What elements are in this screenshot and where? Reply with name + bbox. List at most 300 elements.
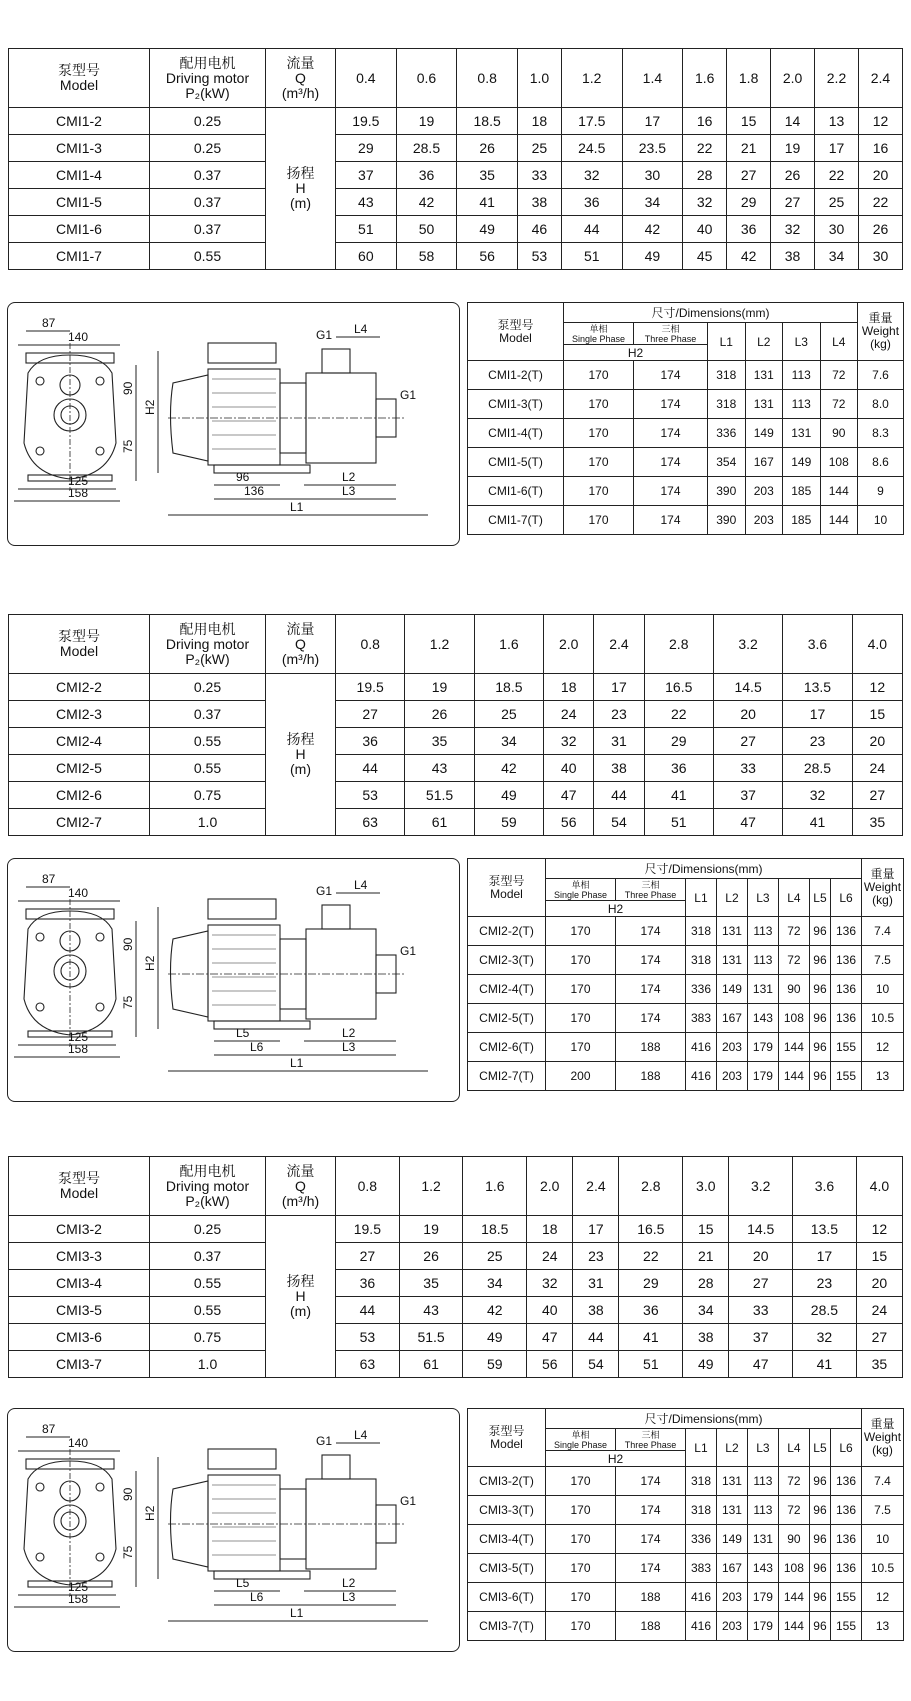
head-value: 46 <box>517 216 561 243</box>
dim-value-cell: 113 <box>747 1467 778 1496</box>
single-phase-cell: 170 <box>564 361 634 390</box>
head-value: 28.5 <box>793 1297 857 1324</box>
single-phase-cn: 单相 <box>589 323 608 334</box>
three-phase-cell: 174 <box>616 917 686 946</box>
head-value: 51.5 <box>399 1324 463 1351</box>
dim-value-cell: 113 <box>747 946 778 975</box>
flow-value: 3.6 <box>793 1157 857 1216</box>
head-value: 17 <box>783 701 852 728</box>
dim-model-header <box>468 1409 546 1467</box>
head-value: 17 <box>573 1216 619 1243</box>
l3-label: L3 <box>342 484 356 498</box>
head-value: 26 <box>771 162 815 189</box>
flow-value: 3.6 <box>783 615 852 674</box>
head-value: 24.5 <box>561 135 622 162</box>
single-phase-cell: 170 <box>546 1554 616 1583</box>
model-cell: CMI3-2 <box>9 1216 150 1243</box>
three-phase-en: Three Phase <box>624 889 677 900</box>
model-cell: CMI1-3 <box>9 135 150 162</box>
three-phase-cell: 174 <box>634 361 708 390</box>
head-value: 14.5 <box>729 1216 793 1243</box>
dim-value-cell: 203 <box>745 506 783 535</box>
dim-75-label: 75 <box>121 439 135 453</box>
head-value: 20 <box>858 162 902 189</box>
single-phase-cn: 单相 <box>571 1429 590 1440</box>
dim-header-row-1 <box>468 1409 904 1429</box>
head-value: 53 <box>517 243 561 270</box>
dim-value-cell: 136 <box>831 1004 862 1033</box>
dim-value-cell: 131 <box>783 419 821 448</box>
dim-value-cell: 108 <box>778 1004 809 1033</box>
head-value: 36 <box>727 216 771 243</box>
flow-value: 4.0 <box>856 1157 902 1216</box>
dim-col-header: L4 <box>820 323 858 361</box>
head-label-unit: (m) <box>290 195 311 211</box>
l3-label: L3 <box>342 1040 356 1054</box>
dim-value-cell: 136 <box>831 917 862 946</box>
flow-value: 1.4 <box>622 49 683 108</box>
dim-value-cell: 155 <box>831 1062 862 1091</box>
head-value: 59 <box>463 1351 527 1378</box>
flow-value: 2.0 <box>544 615 594 674</box>
dim-value-cell: 108 <box>778 1554 809 1583</box>
model-cell: CMI2-7 <box>9 809 150 836</box>
weight-cell: 12 <box>862 1583 904 1612</box>
dim-value-cell: 96 <box>809 1612 830 1641</box>
dim-value-cell: 72 <box>778 917 809 946</box>
motor-header-cn: 配用电机 <box>179 620 236 637</box>
dim-value-cell: 354 <box>708 448 746 477</box>
head-value: 20 <box>713 701 782 728</box>
head-value: 32 <box>683 189 727 216</box>
weight-cell: 13 <box>862 1062 904 1091</box>
single-phase-en: Single Phase <box>553 889 608 900</box>
model-cell: CMI1-6 <box>9 216 150 243</box>
table-row <box>9 1351 903 1378</box>
dim-model-cell: CMI2-6(T) <box>468 1033 546 1062</box>
head-value: 32 <box>527 1270 573 1297</box>
head-value: 18 <box>517 108 561 135</box>
weight-en: Weight <box>863 1430 902 1444</box>
dim-value-cell: 113 <box>747 917 778 946</box>
model-cell: CMI1-5 <box>9 189 150 216</box>
head-value: 41 <box>783 809 852 836</box>
dim-value-cell: 167 <box>745 448 783 477</box>
head-value: 34 <box>815 243 859 270</box>
model-header <box>9 1157 150 1216</box>
head-value: 49 <box>622 243 683 270</box>
g1-side-label: G1 <box>400 388 417 402</box>
dim-model-cell: CMI1-5(T) <box>468 448 564 477</box>
head-value: 42 <box>474 755 543 782</box>
model-header-cn: 泵型号 <box>58 1170 100 1186</box>
dim-model-cell: CMI1-2(T) <box>468 361 564 390</box>
power-cell: 0.55 <box>150 243 266 270</box>
head-value: 15 <box>856 1243 902 1270</box>
three-phase-cell: 174 <box>634 477 708 506</box>
dim-value-cell: 390 <box>708 477 746 506</box>
table-row <box>9 1243 903 1270</box>
dim-model-cell: CMI1-4(T) <box>468 419 564 448</box>
power-cell: 0.55 <box>150 728 266 755</box>
weight-cell: 7.4 <box>862 917 904 946</box>
head-value: 56 <box>457 243 518 270</box>
head-value: 27 <box>771 189 815 216</box>
power-cell: 0.55 <box>150 1270 266 1297</box>
motor-header-cn: 配用电机 <box>179 1162 236 1179</box>
flow-header-unit: (m³/h) <box>281 650 320 667</box>
dim-value-cell: 416 <box>686 1062 717 1091</box>
flow-value: 3.2 <box>729 1157 793 1216</box>
dim-140-label: 140 <box>68 1436 89 1450</box>
weight-cell: 7.5 <box>862 946 904 975</box>
head-value: 27 <box>729 1270 793 1297</box>
cmi3-dimension-table <box>467 1408 904 1641</box>
dim-model-cell: CMI1-6(T) <box>468 477 564 506</box>
dim-value-cell: 113 <box>783 361 821 390</box>
dim-col-header: L3 <box>783 323 821 361</box>
head-value: 47 <box>527 1324 573 1351</box>
head-value: 44 <box>336 1297 400 1324</box>
head-value: 20 <box>856 1270 902 1297</box>
dim-value-cell: 72 <box>820 361 858 390</box>
head-value: 31 <box>573 1270 619 1297</box>
flow-header-q: Q <box>295 69 306 86</box>
three-phase-cn: 三相 <box>661 323 680 334</box>
head-value: 41 <box>619 1324 683 1351</box>
three-phase-en: Three Phase <box>644 333 697 344</box>
dim-value-cell: 185 <box>783 506 821 535</box>
power-cell: 0.75 <box>150 1324 266 1351</box>
l3-label: L3 <box>342 1590 356 1604</box>
bolt <box>36 1483 44 1491</box>
weight-cell: 10.5 <box>862 1554 904 1583</box>
dim-value-cell: 167 <box>716 1004 747 1033</box>
weight-cell: 10 <box>858 506 904 535</box>
weight-cell: 7.6 <box>858 361 904 390</box>
bolt <box>96 1483 104 1491</box>
dim-col-header: L1 <box>686 1429 717 1467</box>
table-row <box>468 1467 904 1496</box>
dim-value-cell: 143 <box>747 1004 778 1033</box>
head-value: 17 <box>793 1243 857 1270</box>
head-value: 18 <box>527 1216 573 1243</box>
dim-value-cell: 149 <box>716 1525 747 1554</box>
l5-label: L5 <box>236 1576 250 1590</box>
dim-value-cell: 113 <box>783 390 821 419</box>
head-value: 21 <box>727 135 771 162</box>
flow-value: 0.8 <box>336 615 405 674</box>
g1-top-label: G1 <box>316 884 333 898</box>
dim-value-cell: 185 <box>783 477 821 506</box>
dim-col-header: L2 <box>716 879 747 917</box>
model-cell: CMI2-4 <box>9 728 150 755</box>
three-phase-cell: 174 <box>616 1496 686 1525</box>
power-cell: 0.25 <box>150 1216 266 1243</box>
dim-model-cell: CMI3-6(T) <box>468 1583 546 1612</box>
flow-value: 1.6 <box>474 615 543 674</box>
motor-header-cn: 配用电机 <box>179 54 236 71</box>
base <box>214 1571 310 1579</box>
head-value: 27 <box>336 1243 400 1270</box>
head-label-h: H <box>295 180 306 196</box>
three-phase-header <box>616 1429 686 1451</box>
head-value: 56 <box>527 1351 573 1378</box>
motor-header <box>150 1157 266 1216</box>
head-value: 36 <box>644 755 713 782</box>
dim-value-cell: 149 <box>783 448 821 477</box>
flow-header-unit: (m³/h) <box>281 1192 320 1209</box>
head-value: 37 <box>713 782 782 809</box>
power-cell: 0.37 <box>150 1243 266 1270</box>
flow-header-cn: 流量 <box>286 54 315 71</box>
flow-value: 2.4 <box>573 1157 619 1216</box>
head-value: 54 <box>573 1351 619 1378</box>
weight-cell: 8.0 <box>858 390 904 419</box>
dim-value-cell: 336 <box>708 419 746 448</box>
flow-header <box>266 1157 336 1216</box>
dim-value-cell: 96 <box>809 1554 830 1583</box>
head-value: 34 <box>474 728 543 755</box>
head-value: 28.5 <box>396 135 457 162</box>
flow-value: 0.6 <box>396 49 457 108</box>
dim-87-label: 87 <box>42 1422 56 1436</box>
flow-header-unit: (m³/h) <box>281 84 320 101</box>
head-value: 14.5 <box>713 674 782 701</box>
dim-87-label: 87 <box>42 316 56 330</box>
dim-value-cell: 318 <box>686 1467 717 1496</box>
dim-87-label: 87 <box>42 872 56 886</box>
dim-value-cell: 72 <box>820 390 858 419</box>
head-value: 49 <box>683 1351 729 1378</box>
dim-value-cell: 72 <box>778 946 809 975</box>
flow-header-cn: 流量 <box>286 620 315 637</box>
head-value: 17 <box>622 108 683 135</box>
model-header-en: Model <box>59 77 99 93</box>
dim-col-header: L4 <box>778 879 809 917</box>
motor-header-unit: P₂(kW) <box>185 650 230 667</box>
head-value: 49 <box>474 782 543 809</box>
table-row <box>9 1297 903 1324</box>
head-value: 24 <box>852 755 902 782</box>
dim-value-cell: 155 <box>831 1612 862 1641</box>
model-header-cn: 泵型号 <box>58 628 100 644</box>
head-value: 23 <box>573 1243 619 1270</box>
head-value: 44 <box>336 755 405 782</box>
dim-model-cell: CMI2-7(T) <box>468 1062 546 1091</box>
head-label-cn: 扬程 <box>286 1273 315 1289</box>
head-value: 21 <box>683 1243 729 1270</box>
flow-value: 2.2 <box>815 49 859 108</box>
dim-model-cell: CMI3-4(T) <box>468 1525 546 1554</box>
head-value: 32 <box>561 162 622 189</box>
head-label-unit: (m) <box>290 761 311 777</box>
table-row <box>9 1324 903 1351</box>
dim-value-cell: 96 <box>809 1062 830 1091</box>
head-value: 15 <box>683 1216 729 1243</box>
head-value: 42 <box>463 1297 527 1324</box>
single-phase-cell: 170 <box>546 1525 616 1554</box>
dim-value-cell: 416 <box>686 1033 717 1062</box>
model-cell: CMI3-4 <box>9 1270 150 1297</box>
dim-value-cell: 108 <box>820 448 858 477</box>
head-value: 36 <box>561 189 622 216</box>
head-value: 40 <box>683 216 727 243</box>
table-row <box>468 1496 904 1525</box>
power-cell: 1.0 <box>150 809 266 836</box>
dim-col-header: L6 <box>831 879 862 917</box>
dim-90-label: 90 <box>121 937 135 951</box>
head-value: 33 <box>713 755 782 782</box>
three-phase-cell: 174 <box>616 1554 686 1583</box>
head-value: 36 <box>336 728 405 755</box>
power-cell: 0.37 <box>150 189 266 216</box>
head-label-cn: 扬程 <box>286 165 315 181</box>
head-value: 20 <box>852 728 902 755</box>
head-value: 19 <box>399 1216 463 1243</box>
dim-value-cell: 144 <box>778 1033 809 1062</box>
l2-label: L2 <box>342 1026 356 1040</box>
dim-model-cell: CMI2-2(T) <box>468 917 546 946</box>
l4-label: L4 <box>354 1428 368 1442</box>
head-value: 19.5 <box>336 674 405 701</box>
three-phase-cell: 174 <box>616 1467 686 1496</box>
head-value: 27 <box>713 728 782 755</box>
dim-value-cell: 90 <box>778 1525 809 1554</box>
power-cell: 0.55 <box>150 755 266 782</box>
dim-value-cell: 136 <box>831 1496 862 1525</box>
head-value: 53 <box>336 1324 400 1351</box>
dim-136-label: 136 <box>244 484 265 498</box>
single-phase-cell: 170 <box>564 477 634 506</box>
three-phase-cell: 174 <box>634 506 708 535</box>
flow-header-q: Q <box>295 635 306 652</box>
head-label-unit: (m) <box>290 1303 311 1319</box>
three-phase-cn: 三相 <box>641 879 660 890</box>
head-value: 56 <box>544 809 594 836</box>
head-value: 30 <box>622 162 683 189</box>
dim-value-cell: 131 <box>716 1496 747 1525</box>
dim-75-label: 75 <box>121 1545 135 1559</box>
single-phase-header <box>546 1429 616 1451</box>
three-phase-cn: 三相 <box>641 1429 660 1440</box>
flow-value: 1.2 <box>561 49 622 108</box>
head-value: 45 <box>683 243 727 270</box>
flow-value: 2.8 <box>644 615 713 674</box>
cmi3-performance-table <box>8 1156 903 1378</box>
head-value: 29 <box>336 135 397 162</box>
flow-value: 2.0 <box>771 49 815 108</box>
head-value: 27 <box>852 782 902 809</box>
l6-label: L6 <box>250 1590 264 1604</box>
head-value: 13 <box>815 108 859 135</box>
head-value: 26 <box>457 135 518 162</box>
dim-value-cell: 203 <box>716 1583 747 1612</box>
head-value: 23.5 <box>622 135 683 162</box>
motor-header-en: Driving motor <box>165 635 250 652</box>
head-value: 26 <box>399 1243 463 1270</box>
weight-cell: 13 <box>862 1612 904 1641</box>
flow-value: 1.8 <box>727 49 771 108</box>
head-value: 44 <box>573 1324 619 1351</box>
table-row <box>9 1216 903 1243</box>
dim-col-header: L4 <box>778 1429 809 1467</box>
head-value: 22 <box>644 701 713 728</box>
dim-90-label: 90 <box>121 1487 135 1501</box>
dim-125-label: 125 <box>68 1580 89 1594</box>
head-value: 16 <box>683 108 727 135</box>
head-value: 33 <box>729 1297 793 1324</box>
header-row <box>9 1157 903 1216</box>
dim-col-header: L5 <box>809 1429 830 1467</box>
weight-unit: (kg) <box>872 893 893 907</box>
flow-value: 1.6 <box>683 49 727 108</box>
model-cell: CMI2-3 <box>9 701 150 728</box>
head-value: 50 <box>396 216 457 243</box>
head-value: 59 <box>474 809 543 836</box>
head-value: 22 <box>815 162 859 189</box>
dim-value-cell: 144 <box>778 1062 809 1091</box>
head-value: 24 <box>856 1297 902 1324</box>
dim-value-cell: 131 <box>716 946 747 975</box>
dim-model-cell: CMI1-7(T) <box>468 506 564 535</box>
g1-side-label: G1 <box>400 1494 417 1508</box>
head-value: 20 <box>729 1243 793 1270</box>
l1-label: L1 <box>290 1606 304 1620</box>
model-cell: CMI3-6 <box>9 1324 150 1351</box>
head-value: 23 <box>594 701 644 728</box>
dim-value-cell: 149 <box>716 975 747 1004</box>
three-phase-cell: 174 <box>634 419 708 448</box>
flow-value: 1.2 <box>399 1157 463 1216</box>
model-header-en: Model <box>59 1185 99 1201</box>
dim-value-cell: 383 <box>686 1554 717 1583</box>
head-value: 34 <box>463 1270 527 1297</box>
three-phase-cell: 174 <box>616 1525 686 1554</box>
dim-col-header: L2 <box>745 323 783 361</box>
head-value: 35 <box>457 162 518 189</box>
l4-label: L4 <box>354 322 368 336</box>
head-value: 26 <box>405 701 474 728</box>
dim-value-cell: 155 <box>831 1583 862 1612</box>
head-value: 15 <box>852 701 902 728</box>
l4-label: L4 <box>354 878 368 892</box>
head-value: 43 <box>399 1297 463 1324</box>
dim-90-label: 90 <box>121 381 135 395</box>
weight-cell: 10 <box>862 1525 904 1554</box>
head-value: 23 <box>793 1270 857 1297</box>
model-header-cn: 泵型号 <box>58 62 100 78</box>
g1-top-label: G1 <box>316 328 333 342</box>
dim-value-cell: 149 <box>745 419 783 448</box>
discharge-port <box>322 1455 350 1479</box>
head-value: 32 <box>544 728 594 755</box>
head-value: 19.5 <box>336 1216 400 1243</box>
model-cell: CMI3-5 <box>9 1297 150 1324</box>
head-value: 36 <box>336 1270 400 1297</box>
dim-158-label: 158 <box>68 1042 89 1056</box>
dim-value-cell: 318 <box>686 946 717 975</box>
dim-value-cell: 96 <box>809 975 830 1004</box>
head-value: 30 <box>815 216 859 243</box>
head-value: 41 <box>457 189 518 216</box>
single-phase-cell: 170 <box>564 448 634 477</box>
motor-header-unit: P₂(kW) <box>185 1192 230 1209</box>
dim-model-cell: CMI3-7(T) <box>468 1612 546 1641</box>
head-value: 38 <box>771 243 815 270</box>
head-value: 51 <box>619 1351 683 1378</box>
flow-value: 0.8 <box>457 49 518 108</box>
